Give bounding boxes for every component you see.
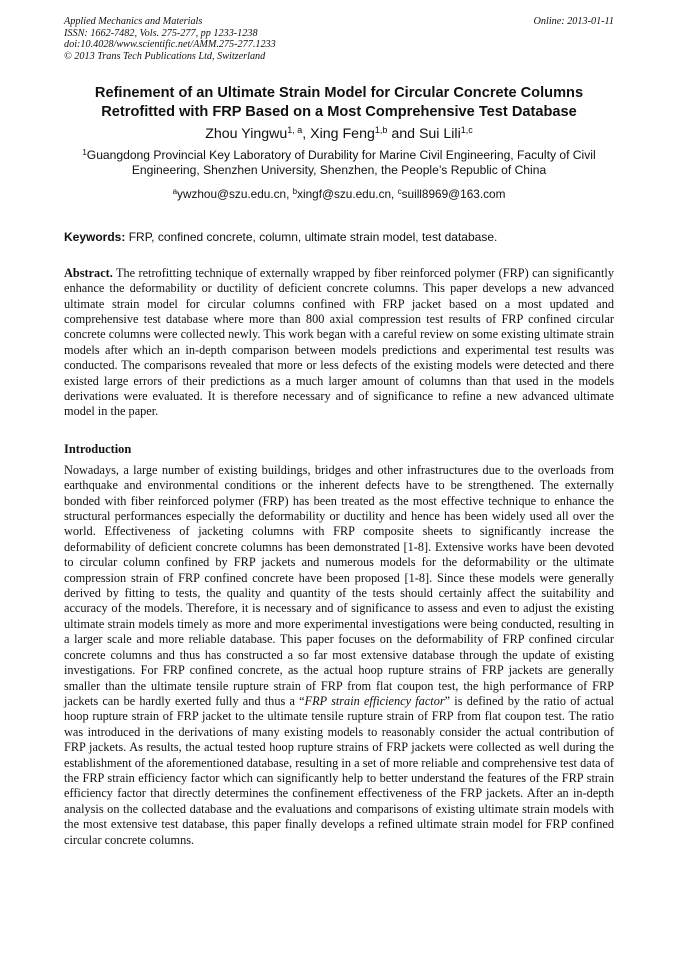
abstract-text: The retrofitting technique of externally wrapped by fiber reinforced polymer (FRP) can significantly enhance the deformability or ductility of deficient concrete columns. This paper develops a new advanced ultimate strain model for circular columns confined with FRP jacket based on a most updated and comprehensive test database where more than 800 axial compression test results of FRP confined circular concrete columns were collected newly. This work began with a careful review on some existing ultimate strain models after which an in-depth comparison between models predictions and experimental test results was conducted. The comparisons revealed that more or less defects of the existing models were detected and there existed large errors of their predictions as a much larger amount of columns than that used in the models derivations were evaluated. It is therefore necessary and of significance to refine a new advanced ultimate model in the paper. — [64, 265, 614, 419]
email-b: xingf@szu.edu.cn, — [297, 186, 398, 201]
author-list — [64, 125, 614, 143]
title-line-2: Retrofitted with FRP Based on a Most Comprehensive Test Database — [101, 103, 577, 120]
online-date: Online: 2013-01-11 — [533, 16, 614, 27]
abstract — [64, 266, 614, 420]
intro-text-part1: Nowadays, a large number of existing buildings, bridges and other infrastructures due to the overloads from earthquake and environmental conditions or the inherent defects have to be strengthened. The externally bonded with fiber reinforced polymer (FRP) has been treated as the most effective technique to enhance the structural performances especially the deformability or ductility and hence has been widely used all over the world. Effectiveness of jacketing columns with FRP composite sheets to significantly increase the deformability of deficient concrete columns has been demonstrated [1-8]. Extensive works have been devoted to circular column confined by FRP jackets and numerous models for the deformability or the ultimate compression strain of FRP confined concrete have been proposed [1-8]. Since these models were generally derived by fitting to tests, the quality and quantity of the tests should certainly affect the suitability and accuracy of the models. Therefore, it is necessary and of significance to assess and even to adjust the existing ultimate strain models timely as more and more experimental investigations were being conducted, resulting in a larger scale and more reliable database. This paper focuses on the deformability of FRP confined circular concrete columns and thus has constructed a so far most extensive database through the update of existing investigations. For FRP confined concrete, as the actual hoop rupture strains of FRP jackets are generally smaller than the ultimate tensile rupture strain of FRP from flat coupon test, the high performance of FRP jackets can be hardly exerted fully and thus a “ — [64, 462, 614, 708]
author-1-name: Zhou Yingwu — [205, 125, 288, 142]
email-a-sup: a — [172, 186, 178, 196]
author-2-name: Xing Feng — [310, 125, 375, 142]
intro-italic-term: FRP strain efficiency factor — [304, 693, 445, 708]
email-a: ywzhou@szu.edu.cn, — [177, 186, 293, 201]
author-separator: , — [302, 125, 311, 142]
publication-info — [64, 16, 276, 62]
keywords — [64, 230, 614, 245]
affiliation-text: Guangdong Provincial Key Laboratory of Durability for Marine Civil Engineering, Faculty of Civil Engineering, Shenzhen University, Shenzhen, the People’s Republic of China — [86, 147, 596, 178]
email-c: suill8969@163.com — [401, 186, 506, 201]
email-c-sup: c — [397, 186, 402, 196]
issn-line: ISSN: 1662-7482, Vols. 275-277, pp 1233-1238 — [64, 27, 258, 39]
copyright-line: © 2013 Trans Tech Publications Ltd, Switzerland — [64, 50, 266, 62]
paper-title — [64, 84, 614, 121]
doi-line: doi:10.4028/www.scientific.net/AMM.275-277.1233 — [64, 39, 276, 51]
author-separator: and — [387, 125, 419, 142]
affiliation — [64, 148, 614, 179]
author-emails — [64, 187, 614, 202]
affiliation-sup: 1 — [82, 147, 87, 157]
section-heading-introduction: Introduction — [64, 441, 132, 456]
introduction-body — [64, 463, 614, 848]
email-b-sup: b — [292, 186, 298, 196]
keywords-text: FRP, confined concrete, column, ultimate strain model, test database. — [125, 229, 498, 244]
keywords-label: Keywords: — [64, 229, 126, 244]
running-header — [64, 16, 614, 62]
author-3-sup: 1,c — [460, 124, 473, 135]
author-2-sup: 1,b — [374, 124, 388, 135]
author-1-sup: 1, a — [287, 124, 303, 135]
journal-name: Applied Mechanics and Materials — [64, 16, 203, 27]
abstract-label: Abstract. — [64, 265, 113, 280]
author-3-name: Sui Lili — [418, 125, 461, 142]
intro-text-part2: ” is defined by the ratio of actual hoop rupture strain of FRP jacket to the ultimate tensile rupture strain of FRP from flat coupon test. The ratio was introduced in the derivations of many existing models to reasonably consider the actual contribution of FRP jackets. As results, the actual tested hoop rupture strains of FRP jackets were collected as well during the establishment of the aforementioned database, resulting in a set of more reliable and comprehensive test data of the FRP strain efficiency factor which can significantly help to better understand the features of the FRP strain efficiency factor that directly determines the confinement effectiveness of the FRP jackets. After an in-depth analysis on the collected database and the evaluations and comparisons of existing ultimate strain models with the most extensive test database, this paper finally develops a refined ultimate strain model for FRP confined circular concrete columns. — [64, 693, 614, 847]
title-line-1: Refinement of an Ultimate Strain Model for Circular Concrete Columns — [94, 85, 584, 102]
